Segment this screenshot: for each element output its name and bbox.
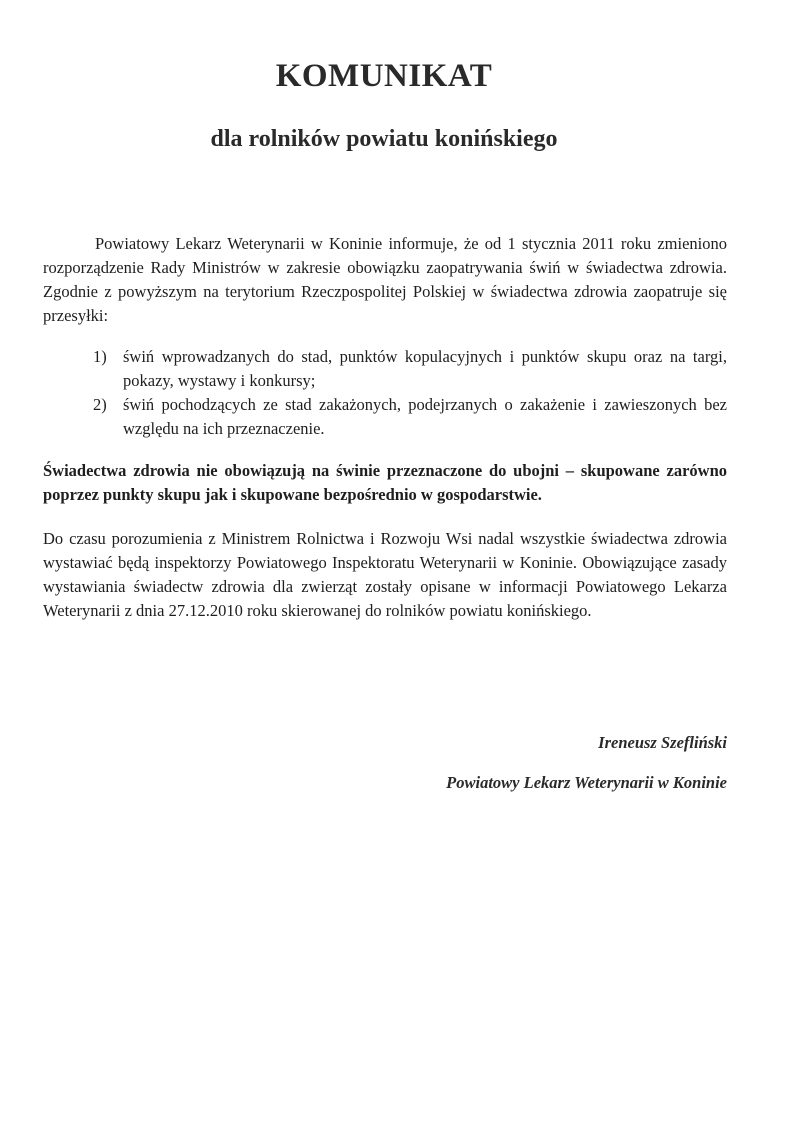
list-item-text: świń pochodzących ze stad zakażonych, podejrzanych o zakażenie i zawieszonych bez względu na ich przeznaczenie. xyxy=(123,395,727,438)
list-item xyxy=(93,345,727,393)
signature-role: Powiatowy Lekarz Weterynarii w Koninie xyxy=(446,773,727,792)
closing-paragraph: Do czasu porozumienia z Ministrem Rolnictwa i Rozwoju Wsi nadal wszystkie świadectwa zdrowia wystawiać będą inspektorzy Powiatowego Inspektoratu Weterynarii w Koninie. Obowiązujące zasady wystawiania świadectw zdrowia dla zwierząt zostały opisane w informacji Powiatowego Lekarza Weterynarii z dnia 27.12.2010 roku skierowanej do rolników powiatu konińskiego. xyxy=(43,529,727,620)
bold-note-paragraph: Świadectwa zdrowia nie obowiązują na świnie przeznaczone do ubojni – skupowane zarówno poprzez punkty skupu jak i skupowane bezpośrednio w gospodarstwie. xyxy=(43,461,727,504)
list-item-number: 2) xyxy=(93,395,107,414)
list-item xyxy=(93,393,727,441)
signature-name: Ireneusz Szefliński xyxy=(598,733,727,752)
shipment-list xyxy=(93,345,727,441)
list-item-text: świń wprowadzanych do stad, punktów kopulacyjnych i punktów skupu oraz na targi, pokazy, wystawy i konkursy; xyxy=(123,347,727,390)
page-title: KOMUNIKAT xyxy=(275,58,493,94)
intro-paragraph: Powiatowy Lekarz Weterynarii w Koninie informuje, że od 1 stycznia 2011 roku zmieniono rozporządzenie Rady Ministrów w zakresie obowiązku zaopatrywania świń w świadectwa zdrowia. Zgodnie z powyższym na terytorium Rzeczpospolitej Polskiej w świadectwa zdrowia zaopatruje się przesyłki: xyxy=(43,234,727,325)
page-subtitle: dla rolników powiatu konińskiego xyxy=(210,126,558,152)
list-item-number: 1) xyxy=(93,347,107,366)
